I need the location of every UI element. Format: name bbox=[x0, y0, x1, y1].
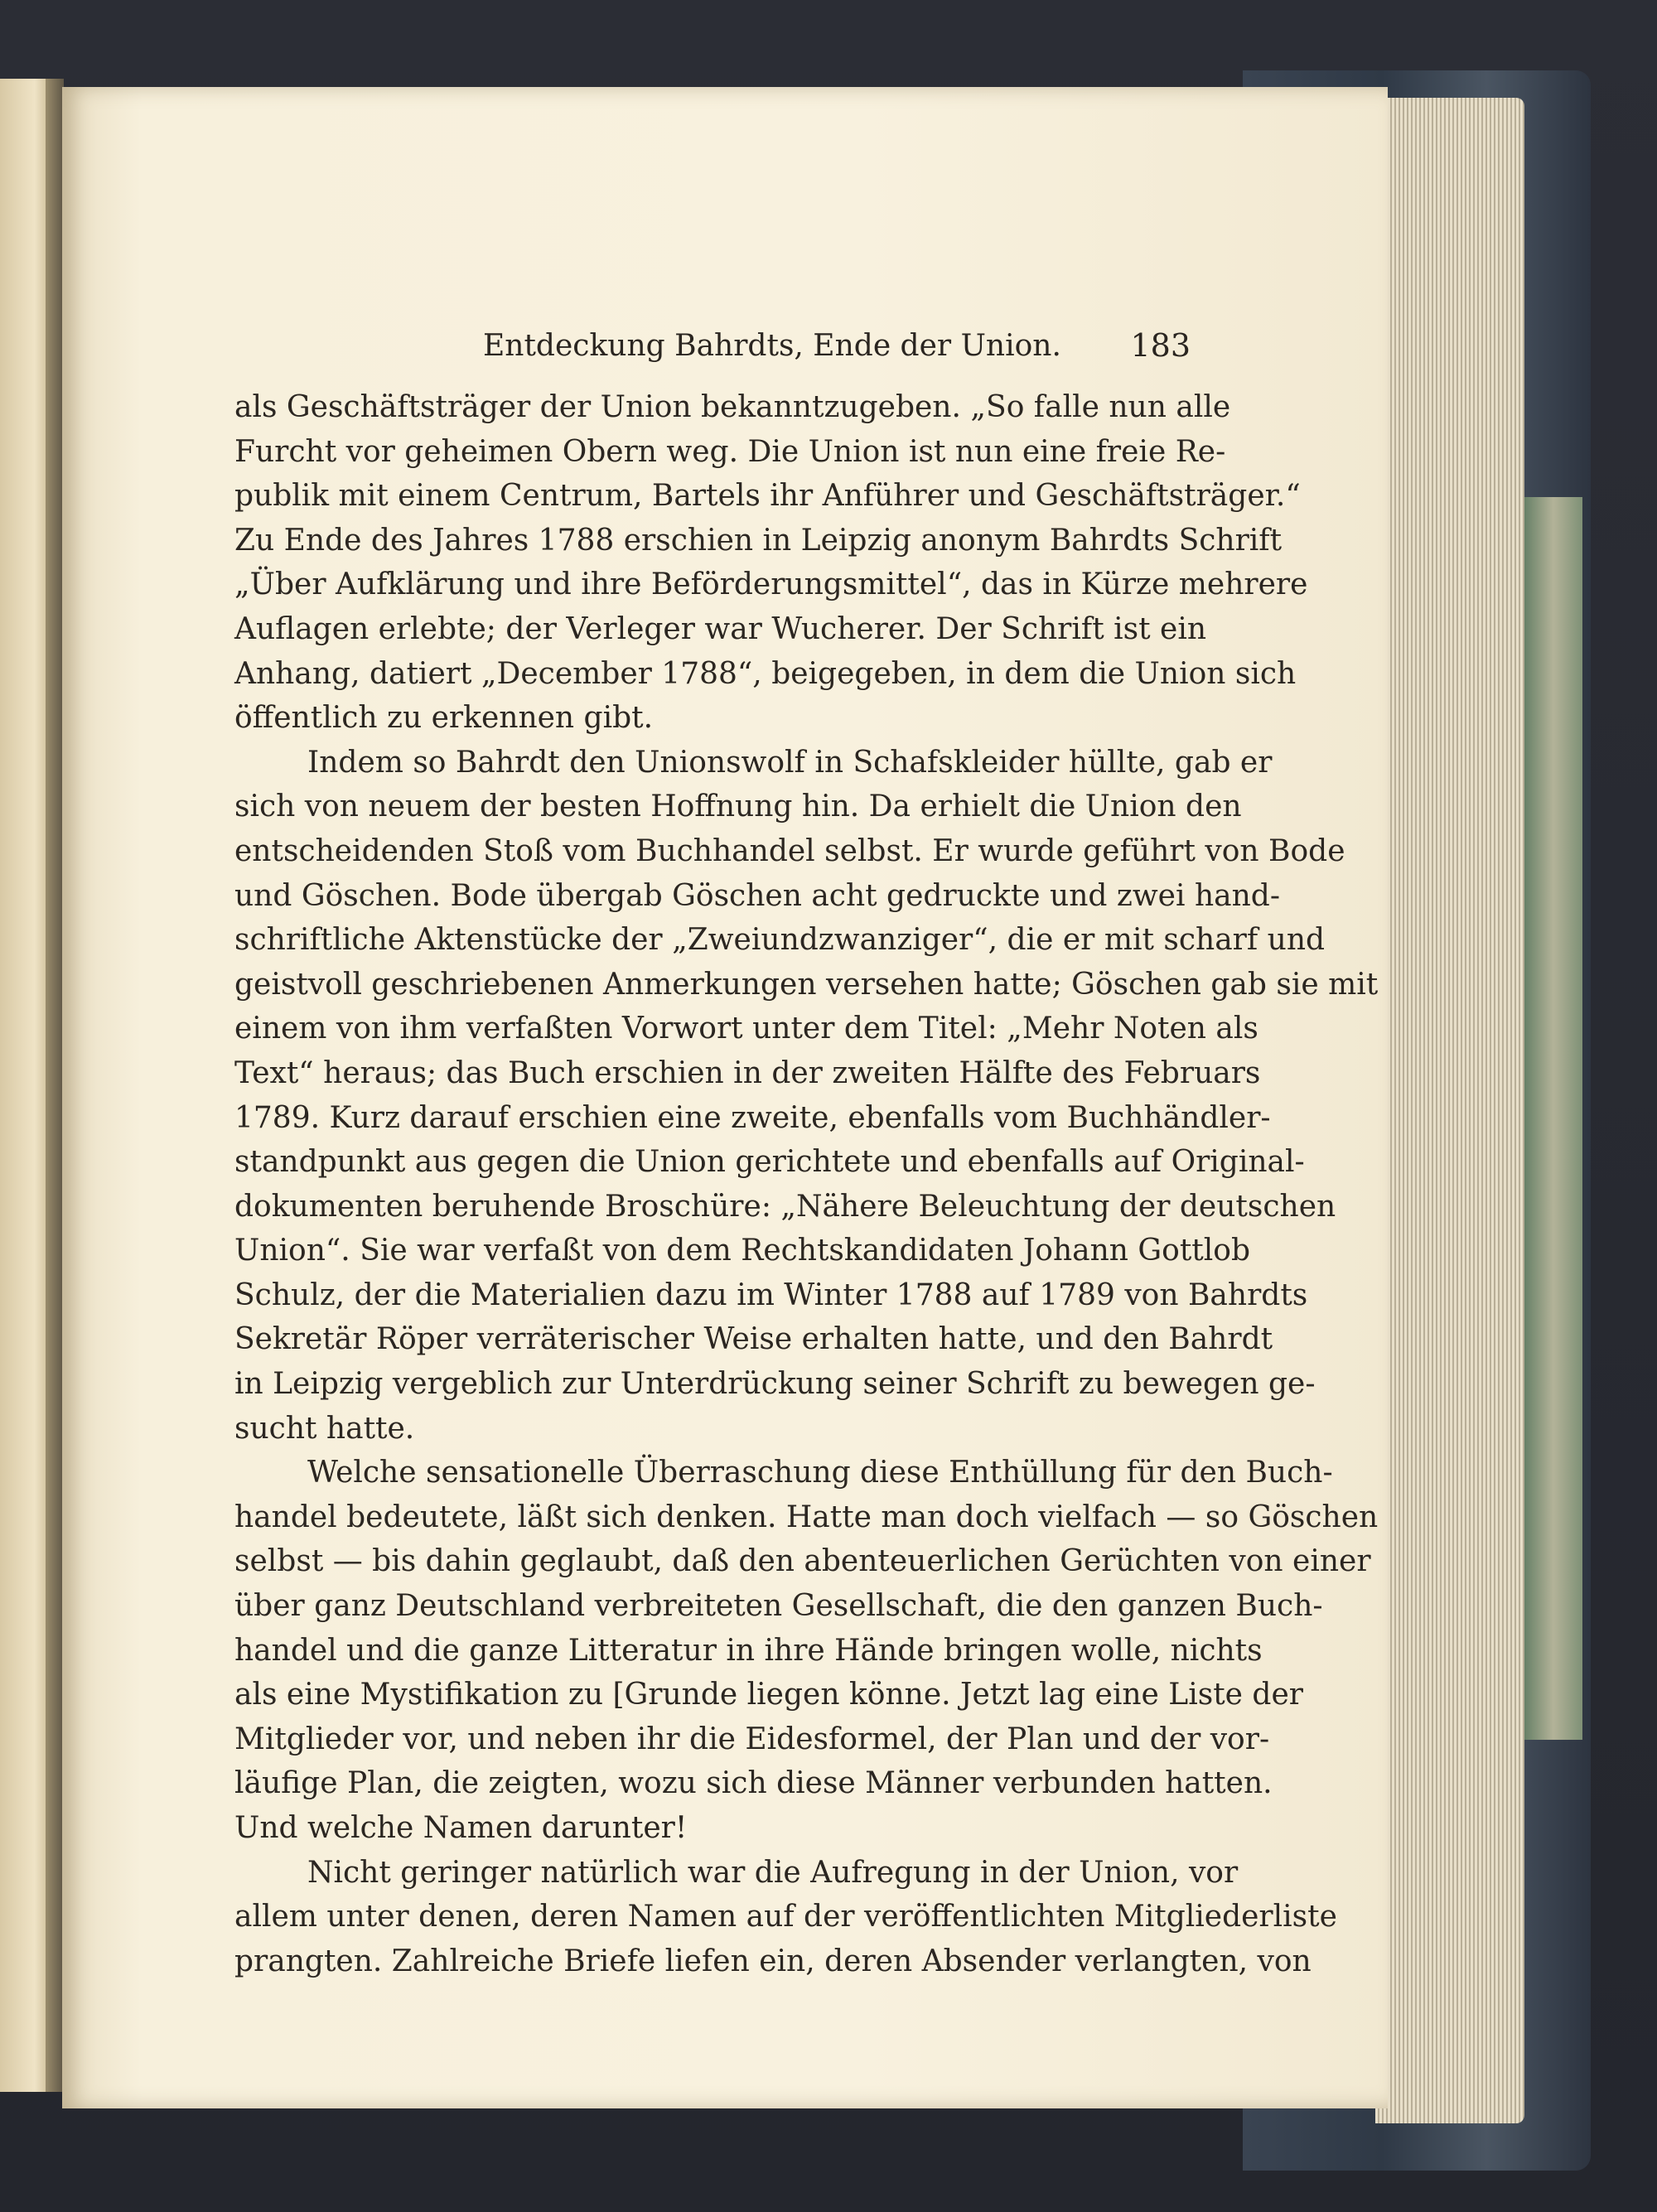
book-page bbox=[62, 87, 1388, 2108]
text-line: publik mit einem Centrum, Bartels ihr Anführer und Geschäftsträger.“ bbox=[234, 479, 1301, 514]
text-line: Text“ heraus; das Buch erschien in der zweiten Hälfte des Februars bbox=[234, 1055, 1261, 1090]
text-line: Schulz, der die Materialien dazu im Winter 1788 auf 1789 von Bahrdts bbox=[234, 1277, 1308, 1312]
text-line: Nicht geringer natürlich war die Aufregung in der Union, vor bbox=[307, 1855, 1239, 1890]
text-line: Anhang, datiert „December 1788“, beigegeben, in dem die Union sich bbox=[234, 656, 1297, 691]
text-line: Furcht vor geheimen Obern weg. Die Union ist nun eine freie Re- bbox=[234, 434, 1226, 469]
book-gutter bbox=[46, 79, 64, 2092]
text-line: Sekretär Röper verräterischer Weise erhalten hatte, und den Bahrdt bbox=[234, 1322, 1273, 1357]
text-line: prangten. Zahlreiche Briefe liefen ein, deren Absender verlangten, von bbox=[234, 1944, 1312, 1978]
text-line: entscheidenden Stoß vom Buchhandel selbst. Er wurde geführt von Bode bbox=[234, 833, 1345, 868]
text-line: dokumenten beruhende Broschüre: „Nähere Beleuchtung der deutschen bbox=[234, 1189, 1336, 1224]
left-page-edge bbox=[0, 79, 50, 2092]
text-line: Mitglieder vor, und neben ihr die Eidesformel, der Plan und der vor- bbox=[234, 1722, 1270, 1756]
text-line: handel bedeutete, läßt sich denken. Hatte man doch vielfach — so Göschen bbox=[234, 1500, 1379, 1534]
text-line: geistvoll geschriebenen Anmerkungen versehen hatte; Göschen gab sie mit bbox=[234, 967, 1379, 1002]
text-line: und Göschen. Bode übergab Göschen acht gedruckte und zwei hand- bbox=[234, 878, 1280, 913]
text-line: handel und die ganze Litteratur in ihre Hände bringen wolle, nichts bbox=[234, 1633, 1263, 1668]
text-line: einem von ihm verfaßten Vorwort unter dem Titel: „Mehr Noten als bbox=[234, 1012, 1258, 1046]
text-line: sucht hatte. bbox=[234, 1411, 415, 1446]
text-line: „Über Aufklärung und ihre Beförderungsmittel“, das in Kürze mehrere bbox=[234, 567, 1308, 602]
text-line: Union“. Sie war verfaßt von dem Rechtskandidaten Johann Gottlob bbox=[234, 1234, 1251, 1268]
text-line: über ganz Deutschland verbreiteten Gesellschaft, die den ganzen Buch- bbox=[234, 1589, 1323, 1624]
text-line: sich von neuem der besten Hoffnung hin. Da erhielt die Union den bbox=[234, 790, 1242, 824]
text-line: Welche sensationelle Überraschung diese Enthüllung für den Buch- bbox=[307, 1456, 1333, 1490]
page-number: 183 bbox=[1130, 327, 1191, 364]
text-line: 1789. Kurz darauf erschien eine zweite, ebenfalls vom Buchhändler- bbox=[234, 1100, 1271, 1135]
text-line: schriftliche Aktenstücke der „Zweiundzwanziger“, die er mit scharf und bbox=[234, 923, 1326, 958]
text-line: als eine Mystifikation zu [Grunde liegen könne. Jetzt lag eine Liste der bbox=[234, 1678, 1303, 1712]
text-line: Indem so Bahrdt den Unionswolf in Schafskleider hüllte, gab er bbox=[307, 745, 1273, 780]
text-line: selbst — bis dahin geglaubt, daß den abenteuerlichen Gerüchten von einer bbox=[234, 1544, 1371, 1579]
text-line: allem unter denen, deren Namen auf der veröffentlichten Mitgliederliste bbox=[234, 1900, 1337, 1934]
text-line: in Leipzig vergeblich zur Unterdrückung seiner Schrift zu bewegen ge- bbox=[234, 1367, 1316, 1402]
text-line: als Geschäftsträger der Union bekanntzugeben. „So falle nun alle bbox=[234, 390, 1231, 424]
text-line: Und welche Namen darunter! bbox=[234, 1811, 688, 1845]
text-line: Auflagen erlebte; der Verleger war Wucherer. Der Schrift ist ein bbox=[234, 611, 1207, 646]
text-line: Zu Ende des Jahres 1788 erschien in Leipzig anonym Bahrdts Schrift bbox=[234, 523, 1283, 558]
text-line: öffentlich zu erkennen gibt. bbox=[234, 701, 654, 736]
running-head: Entdeckung Bahrdts, Ende der Union. bbox=[483, 329, 1061, 363]
text-line: standpunkt aus gegen die Union gerichtete und ebenfalls auf Original- bbox=[234, 1145, 1305, 1180]
cover-marbled-edge bbox=[1524, 497, 1582, 1740]
page-block-edges bbox=[1375, 98, 1524, 2123]
body-text bbox=[234, 385, 1379, 1983]
text-line: läufige Plan, die zeigten, wozu sich diese Männer verbunden hatten. bbox=[234, 1766, 1273, 1801]
